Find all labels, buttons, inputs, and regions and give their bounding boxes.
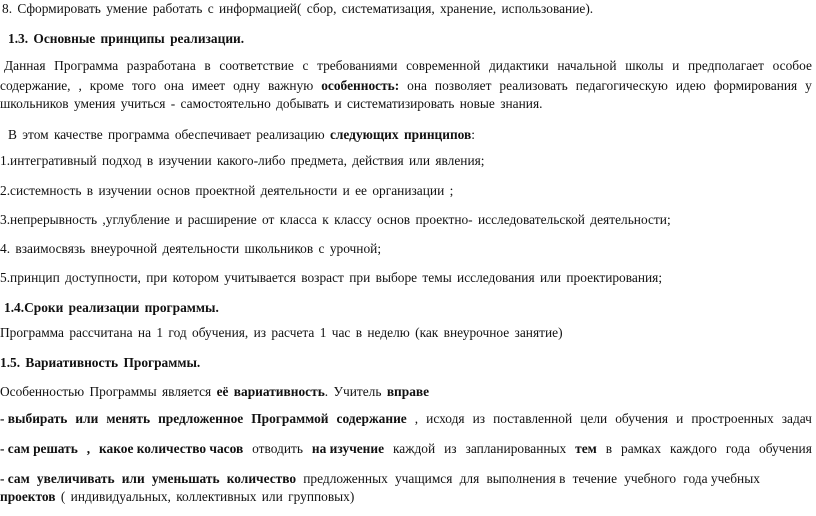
feature-keyword: особенность:	[321, 78, 400, 93]
principle-item: 3.непрерывность ,углубление и расширение от класса к классу основ проектно- исследовательской деятельности;	[0, 212, 671, 227]
item-8-text: 8. Сформировать умение работать с информацией( сбор, систематизация, хранение, использование).	[2, 1, 594, 16]
paragraph-1-line-3: школьников умения учиться - самостоятельно добывать и систематизировать новые знания.	[0, 96, 543, 111]
principle-item: 5.принцип доступности, при котором учитывается возраст при выборе темы исследования или проектирования;	[0, 270, 663, 285]
principles-intro: В этом качестве программа обеспечивает реализацию следующих принципов:	[8, 127, 476, 142]
section-1-3-heading: 1.3. Основные принципы реализации.	[8, 31, 245, 46]
principle-item: 1.интегративный подход в изучении какого-либо предмета, действия или явления;	[0, 153, 485, 168]
variability-text: Особенностью Программы является её вариативность. Учитель вправе	[0, 384, 430, 399]
principle-item: 4. взаимосвязь внеурочной деятельности школьников с урочной;	[0, 241, 382, 256]
paragraph-1-line-1: Данная Программа разработана в соответствие с требованиями современной дидактики начальной школы и предполагает особое	[4, 58, 812, 73]
section-1-4-heading: 1.4.Сроки реализации программы.	[4, 300, 219, 315]
principle-item: 2.системность в изучении основ проектной деятельности и ее организации ;	[0, 183, 454, 198]
variability-item-3-line-2: проектов ( индивидуальных, коллективных или групповых)	[0, 489, 355, 504]
section-1-5-heading: 1.5. Вариативность Программы.	[0, 355, 201, 370]
variability-item-3-line-1: - сам увеличивать или уменьшать количество предложенных учащимся для выполнения в течение учебного года учебных	[0, 471, 760, 486]
paragraph-1-line-2: содержание, , кроме того она имеет одну важную особенность: она позволяет реализовать педагогическую идею формирования у	[0, 78, 812, 93]
program-duration: Программа рассчитана на 1 год обучения, из расчета 1 час в неделю (как внеурочное занятие)	[0, 325, 563, 340]
variability-item-2: - сам решать , какое количество часов отводить на изучение каждой из запланированных тем в рамках каждого года обучения	[0, 441, 812, 456]
variability-item-1: - выбирать или менять предложенное Программой содержание , исходя из поставленной цели обучения и простроенных задач	[0, 411, 812, 426]
